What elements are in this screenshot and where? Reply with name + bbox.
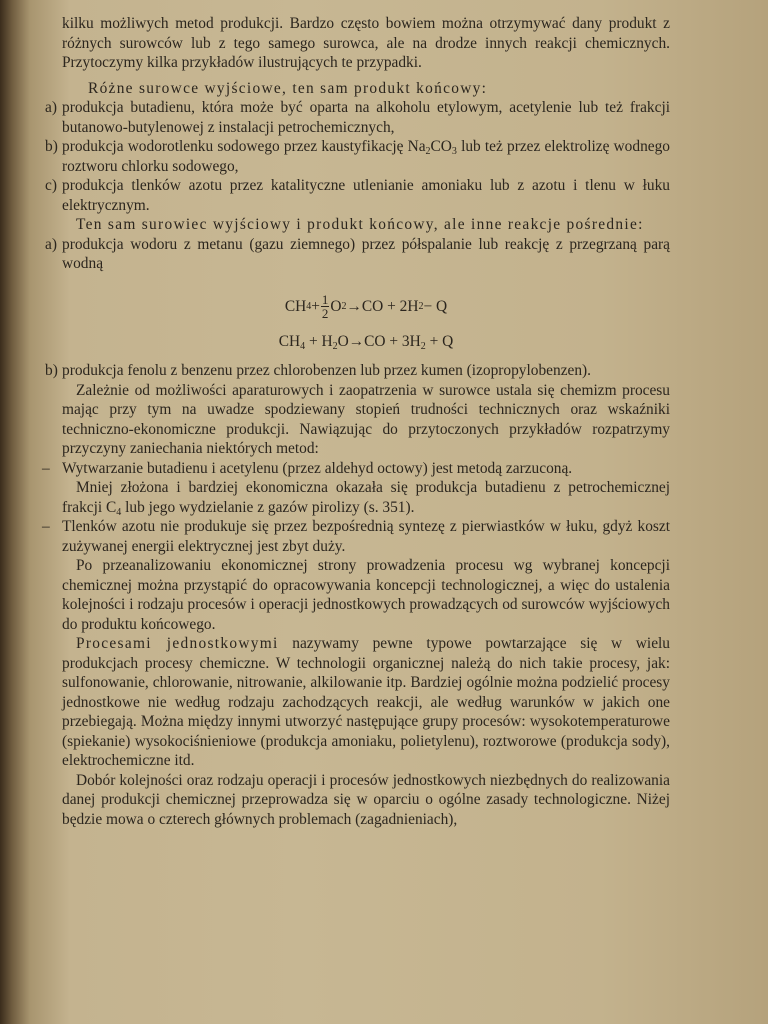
dash-item bbox=[42, 517, 670, 556]
list-item bbox=[45, 98, 670, 137]
list-text: produkcja fenolu z benzenu przez chlorobenzen lub przez kumen (izopropylobenzen). bbox=[62, 362, 592, 379]
paragraph: Procesami jednostkowymi nazywamy pewne typowe powtarzające się w wielu produkcjach procesy chemiczne. W technologii organicznej należą do nich takie procesy, jak: sulfonowanie, chlorowanie, nitrowanie, alkilowanie itp. Bardziej ogólnie można podzielić procesy jednostkowe nie według rodzaju zachodzących reakcji, ale według warunków w jakich one przebiegają. Można między innymi utworzyć następujące grupy procesów: wysokotemperaturowe (spiekanie) wysokociśnieniowe (produkcja amoniaku, polietylenu), roztworowe (produkcja sody), elektrochemiczne itd. bbox=[62, 635, 670, 769]
list-label: b) bbox=[45, 138, 58, 155]
paragraph: Po przeanalizowaniu ekonomicznej strony prowadzenia procesu wg wybranej koncepcji chemicznej można przystąpić do opracowywania koncepcji technologicznej, a więc do ustalenia kolejności i rodzaju procesów i operacji jednostkowych prowadzących od surowców wyjściowych do produktu końcowego. bbox=[62, 557, 670, 633]
list-item bbox=[45, 361, 670, 381]
paragraph: Dobór kolejności oraz rodzaju operacji i procesów jednostkowych niezbędnych do realizowania danej produkcji chemicznej przeprowadza się w oparciu o ogólne zasady technologiczne. Niżej będzie mowa o czterech głównych problemach (zagadnieniach), bbox=[62, 771, 670, 828]
paragraph: kilku możliwych metod produkcji. Bardzo często bowiem można otrzymywać dany produkt z różnych surowców lub z tego samego surowca, ale na drodze innych reakcji chemicznych. Przytoczymy kilka przykładów ilustrujących te przypadki. bbox=[62, 15, 670, 71]
list-item bbox=[45, 235, 670, 274]
list-label: a) bbox=[45, 99, 57, 116]
fraction: $\frac{1}{2}$ bbox=[321, 292, 329, 321]
list-label: c) bbox=[45, 177, 57, 194]
dash-label: – bbox=[42, 518, 50, 535]
list-item bbox=[45, 137, 670, 176]
dash-item bbox=[42, 459, 670, 518]
section-heading: Różne surowce wyjściowe, ten sam produkt końcowy: bbox=[88, 79, 488, 97]
list-text: produkcja wodorotlenku sodowego przez kaustyfikację $Na_2CO_3$ lub też przez elektrolizę wodnego roztworu chlorku sodowego, bbox=[62, 138, 670, 175]
list-text: produkcja butadienu, która może być oparta na alkoholu etylowym, acetylenie lub też frakcji butanowo-butylenowej z instalacji petrochemicznych, bbox=[62, 99, 670, 136]
emphasized-term: Procesami jednostkowymi bbox=[76, 635, 279, 652]
list-text: Tlenków azotu nie produkuje się przez bezpośrednią syntezę z pierwiastków w łuku, gdyż koszt zużywanej energii elektrycznej jest zbyt duży. bbox=[62, 518, 670, 555]
chemical-equation: CH 4 + $\frac{1}{2}$ O 2 →CO + 2H 2 − Q bbox=[284, 292, 448, 321]
list-item bbox=[45, 176, 670, 215]
chemical-equation: $CH_4 + H_2O\to CO + 3H_2 + Q$ bbox=[278, 332, 454, 352]
list-text: produkcja tlenków azotu przez katalityczne utlenianie amoniaku lub z azotu i tlenu w łuku elektrycznym. bbox=[62, 177, 670, 214]
paragraph: Zależnie od możliwości aparaturowych i zaopatrzenia w surowce ustala się chemizm procesu mając przy tym na uwadze spodziewany stopień trudności technicznych oraz wskaźniki techniczno-ekonomiczne produkcji. Nawiązując do przytoczonych przykładów rozpatrzymy przyczyny zaniechania niektórych metod: bbox=[62, 381, 670, 457]
list-text: Wytwarzanie butadienu i acetylenu (przez aldehyd octowy) jest metodą zarzuconą. Mniej złożona i bardziej ekonomiczna okazała się produkcja butadienu z petrochemicznej frakcji $C_4$ lub jego wydzielanie z gazów pirolizy (s. 351). bbox=[62, 459, 670, 518]
section-heading: Ten sam surowiec wyjściowy i produkt końcowy, ale inne reakcje pośrednie: bbox=[76, 216, 644, 233]
list-text: produkcja wodoru z metanu (gazu ziemnego) przez półspalanie lub reakcję z przegrzaną parą wodną bbox=[62, 235, 670, 272]
dash-label: – bbox=[42, 459, 50, 477]
list-label: a) bbox=[45, 235, 57, 253]
page-text bbox=[42, 14, 670, 829]
list-label: b) bbox=[45, 362, 58, 379]
